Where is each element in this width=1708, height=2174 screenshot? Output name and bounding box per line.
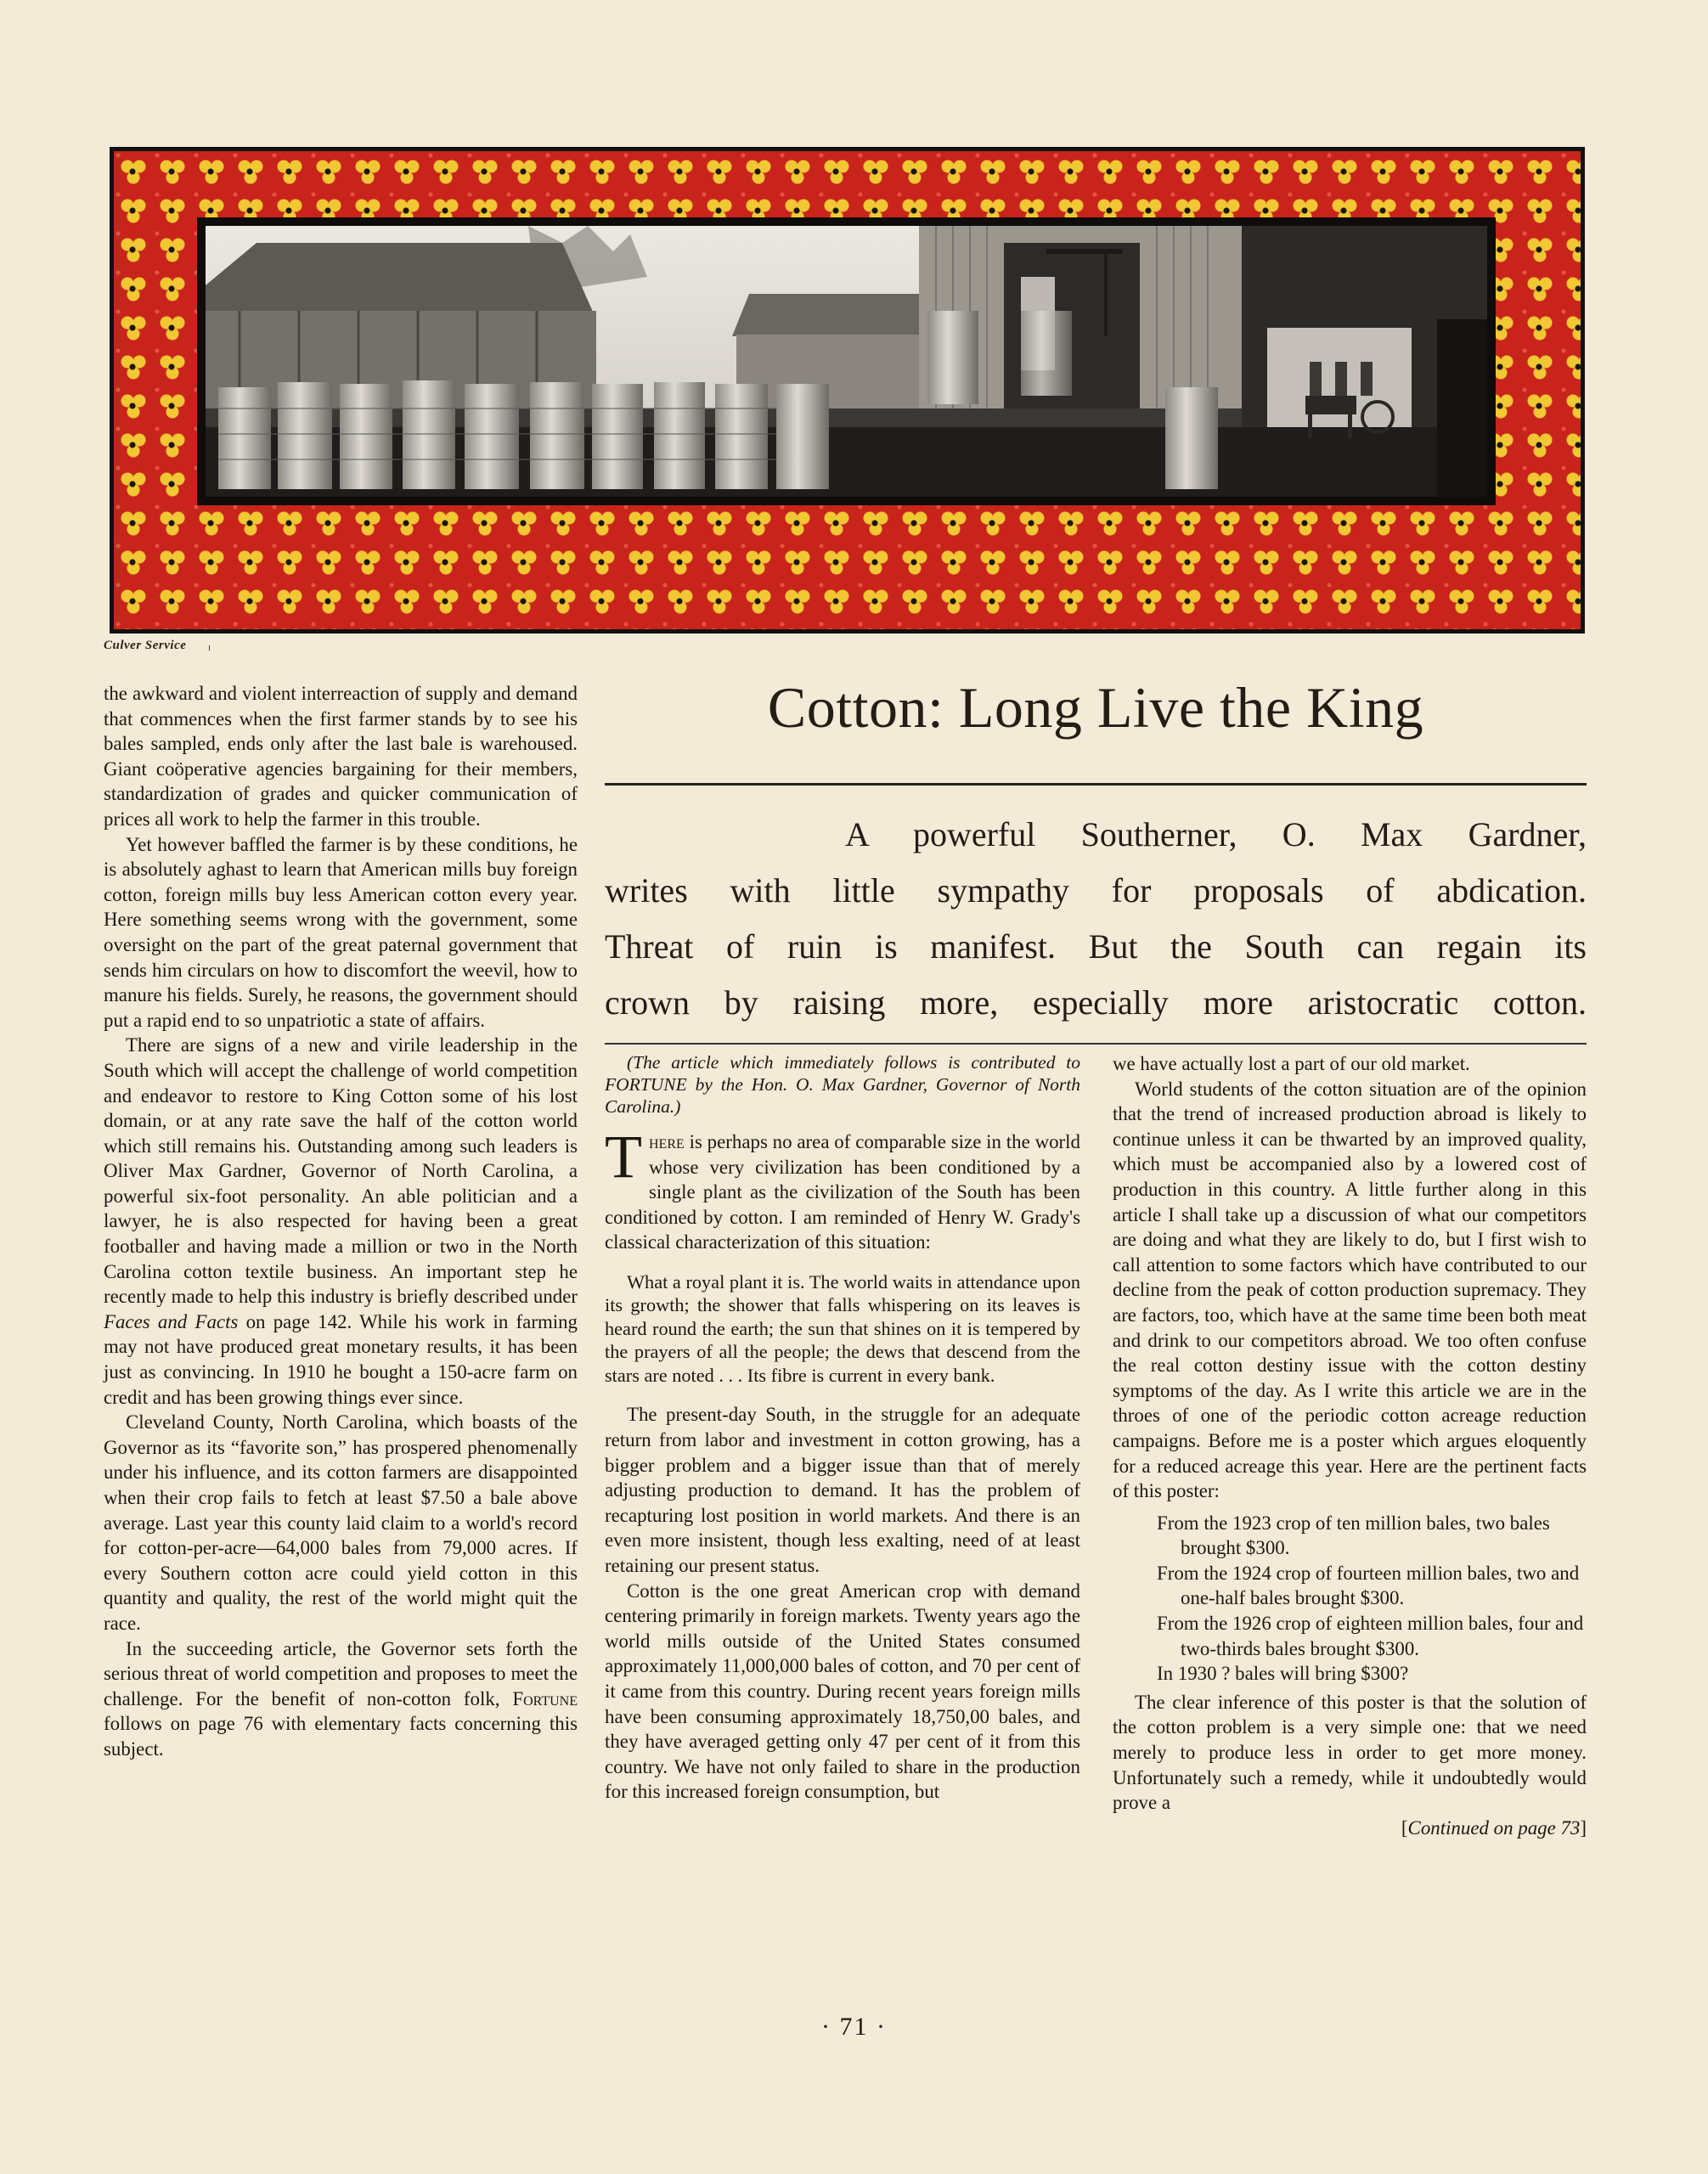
paragraph: The clear inference of this poster is that the solution of the cotton problem is a very simple one: that we need merely to produce less in order to get more money. Unfortunately such a remedy, while it undoubtedly would prove a: [1113, 1691, 1587, 1814]
deck-line: A powerful Southerner, O. Max Gardner,: [845, 815, 1587, 853]
calico-banner: [110, 147, 1585, 634]
fortune-name: Fortune: [512, 1687, 578, 1709]
deck-line: crown by raising more, especially more aristocratic cotton.: [605, 983, 1587, 1022]
article-deck: [605, 807, 1587, 1031]
paragraph: World students of the cotton situation are of the opinion that the trend of increased production abroad is likely to continue unless it can be thwarted by an improved quality, which must be accompanied also by a lowered cost of production in this country. A little further along in this article I shall take up a discussion of what our competitors are doing and what they are likely to do, but I first wish to call attention to some factors which have contributed to our decline from the peak of cotton production supremacy. They are factors, too, which have at the same time been both meat and drink to our competitors abroad. We too often confuse the real cotton destiny issue with the cotton destiny symptoms of the day. As I write this article we are in the throes of one of the periodic cotton acreage reduction campaigns. Before me is a poster which argues eloquently for a reduced acreage this year. Here are the pertinent facts of this poster:: [1113, 1078, 1587, 1502]
drop-cap: T: [605, 1123, 642, 1191]
deck-line: Threat of ruin is manifest. But the South can regain its: [605, 927, 1587, 966]
editor-note: (The article which immediately follows is contributed to FORTUNE by the Hon. O. Max Gardner, Governor of North Carolina.): [605, 1052, 1080, 1117]
continued-line: [Continued on page 73]: [1401, 1816, 1587, 1839]
paragraph: we have actually lost a part of our old market.: [1113, 1053, 1470, 1074]
poster-item: From the 1923 crop of ten million bales, two bales brought $300.: [1157, 1512, 1550, 1559]
poster-item: In 1930 ? bales will bring $300?: [1157, 1663, 1409, 1685]
paragraph: There is perhaps no area of comparable size in the world whose very civilization has been conditioned by a single plant as the civilization of the South has been conditioned by cotton. I am reminded of Henry W. Grady's classical characterization of this situation:: [605, 1123, 1080, 1253]
column-left: [104, 681, 578, 1762]
cotton-yard-photo: [197, 217, 1496, 505]
paragraph: the awkward and violent interreaction of supply and demand that commences when the first farmer stands by to see his bales sampled, ends only after the last bale is warehoused. Giant coöperative agencies bargaining for their members, standardization of grades and quicker communication of prices all work to help the farmer in this trouble.: [104, 683, 578, 830]
column-right: [1113, 1051, 1587, 1840]
italic-title: Faces and Facts: [104, 1310, 239, 1332]
poster-list: [1157, 1511, 1587, 1687]
title-rule: [605, 783, 1587, 786]
photo-credit: Culver Service: [104, 639, 187, 652]
poster-item: From the 1926 crop of eighteen million bales, four and two-thirds bales brought $300.: [1157, 1613, 1584, 1659]
paragraph: The present-day South, in the struggle for an adequate return from labor and investment in cotton growing, has a bigger problem and a bigger issue than that of merely adjusting production to demand. It has the problem of recapturing lost position in world markets. And there is an even more insistent, though less exalting, need of at least retaining our present status.: [605, 1404, 1080, 1577]
paragraph: There are signs of a new and virile leadership in the South which will accept the challenge of world competition and endeavor to restore to King Cotton some of his lost domain, or at any rate save the half of the cotton world which still remains his. Outstanding among such leaders is Oliver Max Gardner, Governor of North Carolina, a powerful six-foot personality. An able politician and a lawyer, he is also respected for having been a great footballer and having made a million or two in the North Carolina cotton textile business. An important step he recently made to help this industry is briefly described under Faces and Facts on page 142. While his work in farming may not have produced great monetary results, it has been just as convincing. In 1910 he bought a 150-acre farm on credit and has been growing things ever since.: [104, 1034, 578, 1408]
deck-rule: [605, 1043, 1587, 1045]
paragraph: In the succeeding article, the Governor sets forth the serious threat of world competition and proposes to meet the challenge. For the benefit of non-cotton folk, Fortune follows on page 76 with elementary facts concerning this subject.: [104, 1637, 578, 1760]
poster-item: From the 1924 crop of fourteen million bales, two and one-half bales brought $300.: [1157, 1562, 1580, 1609]
paragraph: Cotton is the one great American crop with demand centering primarily in foreign markets. Twenty years ago the world mills outside of the United States consumed approximately 11,000,000 bales of cotton, and 70 per cent of it came from this country. During recent years foreign mills have been consuming approximately 18,750,00 bales, and they have averaged getting only 47 per cent of it from this country. We have not only failed to share in the production for this increased foreign consumption, but: [605, 1580, 1080, 1803]
article-title: Cotton: Long Live the King: [767, 675, 1424, 740]
column-middle: [605, 1051, 1080, 1805]
deck-line: writes with little sympathy for proposals of abdication.: [605, 871, 1587, 910]
credit-divider: [209, 645, 210, 651]
paragraph: Yet however baffled the farmer is by these conditions, he is absolutely aghast to learn that American mills buy foreign cotton, foreign mills buy less American cotton every year. Here something seems wrong with the government, some oversight on the part of the great paternal government that sends him circulars on how to discomfort the weevil, how to manure his fields. Surely, he reasons, the government should put a rapid end to so unpatriotic a state of affairs.: [104, 833, 578, 1031]
block-quote: What a royal plant it is. The world waits in attendance upon its growth; the shower that falls whispering on its leaves is heard round the earth; the sun that shines on it is tempered by the prayers of all the people; the dews that descend from the stars are noted . . . Its fibre is current in every bank.: [605, 1270, 1080, 1386]
continued-label: Continued on page 73: [1407, 1816, 1581, 1839]
paragraph: Cleveland County, North Carolina, which boasts of the Governor as its “favorite son,” has prospered phenomenally under his influence, and its cotton farmers are disappointed when their crop fails to fetch at least $7.50 a bale above average. Last year this county laid claim to a world's record for cotton-per-acre—64,000 bales from 79,000 acres. If every Southern cotton acre could yield cotton in this quantity and quality, the rest of the world might quit the race.: [104, 1411, 578, 1634]
page-number: · 71 ·: [821, 2013, 887, 2041]
